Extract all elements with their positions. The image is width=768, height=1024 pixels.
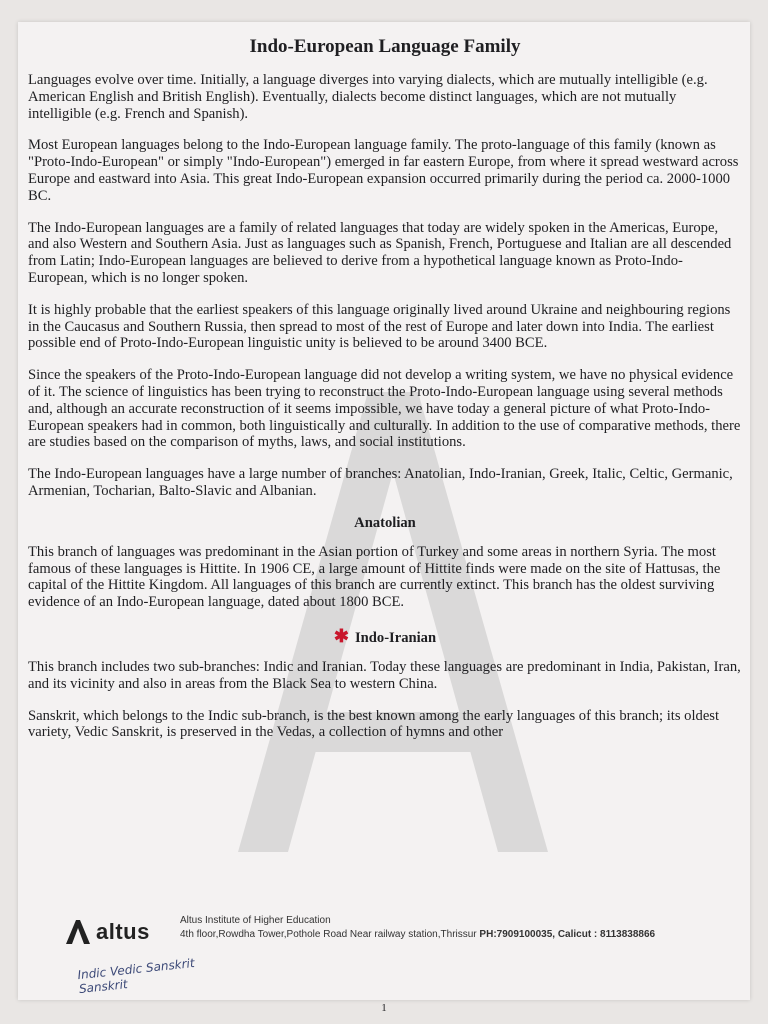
- altus-logo-icon: [64, 918, 92, 946]
- document-page: [18, 22, 750, 1000]
- handwritten-note-2: Sanskrit: [78, 977, 129, 997]
- altus-logo: [64, 914, 184, 950]
- logo-text: altus: [96, 919, 150, 944]
- red-star-annotation-icon: ✱: [333, 625, 349, 646]
- document-body: [28, 30, 742, 756]
- anatolian-text: This branch of languages was predominant in the Asian portion of Turkey and some areas in northern Syria. The most famous of these languages is Hittite. In 1906 CE, a large amount of Hittite finds were made on the site of Hattusas, the capital of the Hittite Kingdom. All languages of this branch are currently extinct. This branch has the oldest surviving evidence of an Indo-European language, dated about 1800 BCE.: [28, 543, 721, 611]
- paragraph-1: Languages evolve over time. Initially, a language diverges into varying dialects, which are mutually intelligible (e.g. American English and British English). Eventually, dialects become distinct languages, which are not mutually intelligible (e.g. French and Spanish).: [28, 72, 708, 122]
- institute-info: [180, 914, 750, 942]
- document-title: Indo-European Language Family: [249, 36, 521, 57]
- indo-iranian-heading-row: [28, 626, 742, 647]
- anatolian-heading: Anatolian: [354, 514, 416, 531]
- paragraph-3: The Indo-European languages are a family of related languages that today are widely spoken in the Americas, Europe, and also Western and Southern Asia. Just as languages such as Spanish, French, Portuguese and Italian are all descended from Latin; Indo-European languages are believed to derive from a hypothetical language known as Proto-Indo-European, which is no longer spoken.: [28, 219, 732, 286]
- indo-iranian-heading: Indo-Iranian: [354, 629, 437, 646]
- indo-iranian-text: This branch includes two sub-branches: Indic and Iranian. Today these languages are predominant in India, Pakistan, Iran, and its vicinity and also in areas from the Black Sea to western China.: [28, 658, 741, 692]
- page-number: 1: [381, 1002, 387, 1014]
- handwritten-note-1: Indic Vedic Sanskrit: [76, 955, 196, 983]
- institute-phone: PH:7909100035, Calicut : 8113838866: [479, 929, 656, 940]
- paragraph-4: It is highly probable that the earliest speakers of this language originally lived around Ukraine and neighbouring regions in the Caucasus and Southern Russia, then spread to most of the rest of Europe and later down into India. The earliest possible end of Proto-Indo-European linguistic unity is believed to be around 3400 BCE.: [28, 301, 731, 352]
- paragraph-2: Most European languages belong to the Indo-European language family. The proto-language of this family (known as "Proto-Indo-European" or simply "Indo-European") emerged in far eastern Europe, from where it spread westward across Europe and eastward into Asia. This great Indo-European expansion occurred primarily during the period ca. 2000-1000 BC.: [28, 137, 739, 204]
- paragraph-branches: The Indo-European languages have a large number of branches: Anatolian, Indo-Iranian, Greek, Italic, Celtic, Germanic, Armenian, Tocharian, Balto-Slavic and Albanian.: [28, 466, 733, 499]
- institute-address: 4th floor,Rowdha Tower,Pothole Road Near railway station,Thrissur: [180, 929, 477, 940]
- institute-name: Altus Institute of Higher Education: [180, 915, 331, 926]
- sanskrit-text: Sanskrit, which belongs to the Indic sub-branch, is the best known among the early languages of this branch; its oldest variety, Vedic Sanskrit, is preserved in the Vedas, a collection of hymns and other: [28, 707, 720, 741]
- paragraph-5: Since the speakers of the Proto-Indo-European language did not develop a writing system, we have no physical evidence of it. The science of linguistics has been trying to reconstruct the Proto-Indo-European language using several methods and, although an accurate reconstruction of it seems impossible, we have today a general picture of what Proto-Indo-European speakers had in common, both linguistically and culturally. In addition to the use of comparative methods, there are studies based on the comparison of myths, laws, and social institutions.: [28, 367, 741, 451]
